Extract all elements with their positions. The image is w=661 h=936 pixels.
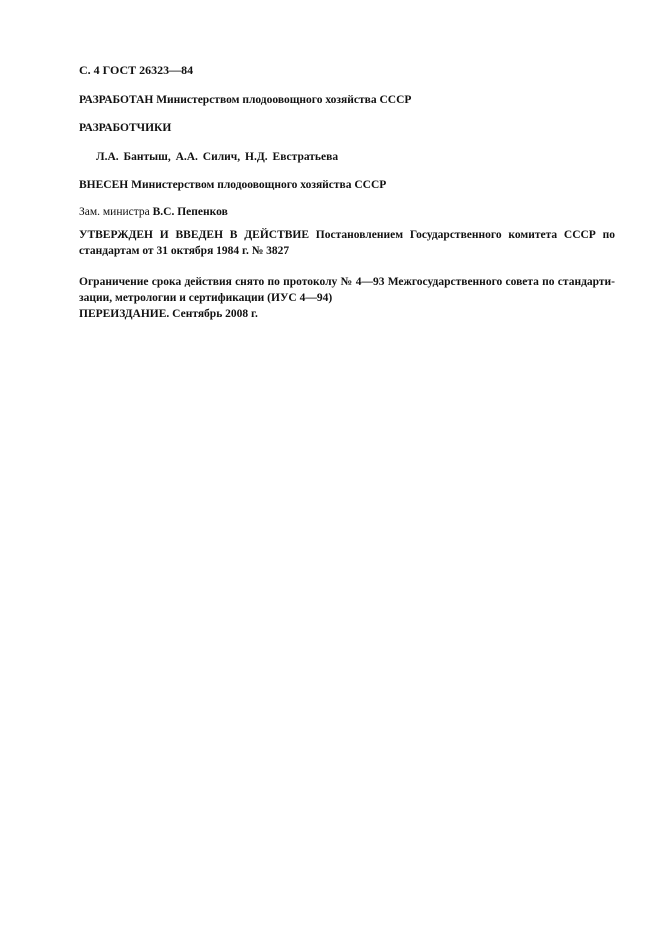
approved-text: Постановлением Государственного комитета СССР по стандартам от 31 октября 1984 г. № 3827 — [79, 229, 615, 257]
page-header: С. 4 ГОСТ 26323—84 — [79, 63, 194, 77]
developed-label: РАЗРАБОТАН — [79, 94, 154, 106]
approved-paragraph — [79, 227, 615, 259]
introduced-by-line — [79, 178, 386, 192]
deputy-title: Зам. министра — [79, 206, 153, 218]
developed-text: Министерством плодоовощного хозяйства СССР — [153, 94, 412, 106]
deputy-minister-line — [79, 205, 228, 219]
approved-label: УТВЕРЖДЕН И ВВЕДЕН В ДЕЙСТВИЕ — [79, 229, 310, 241]
developers-names: Л.А. Бантыш, А.А. Силич, Н.Д. Евстратьева — [96, 151, 339, 163]
introduced-text: Министерством плодоовощного хозяйства СССР — [128, 179, 387, 191]
limitation-paragraph: Ограничение срока действия снято по протоколу № 4—93 Межгосударственного совета по стандартизации, метрологии и сертификации (ИУС 4—94) — [79, 276, 615, 304]
developed-by-line — [79, 93, 411, 107]
developers-label: РАЗРАБОТЧИКИ — [79, 122, 172, 134]
introduced-label: ВНЕСЕН — [79, 179, 129, 191]
deputy-name: В.С. Пепенков — [152, 206, 228, 218]
reissue-line: ПЕРЕИЗДАНИЕ. Сентябрь 2008 г. — [79, 308, 258, 320]
